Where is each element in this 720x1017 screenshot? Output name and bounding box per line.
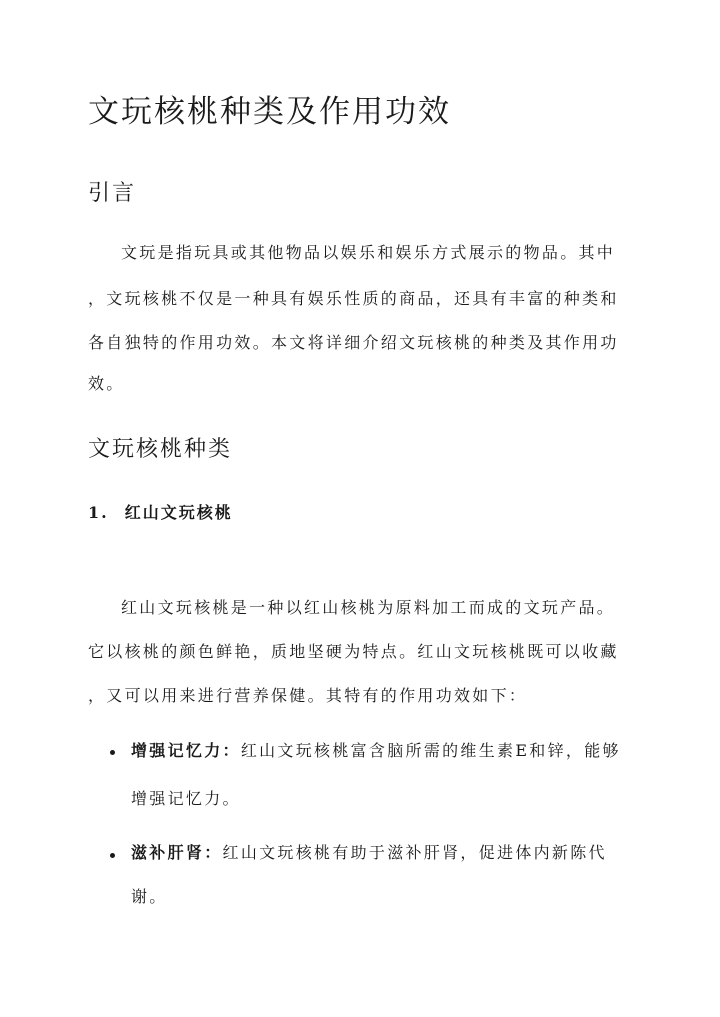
- type-item-heading: [88, 500, 233, 523]
- intro-line-2: ，文玩核桃不仅是一种具有娱乐性质的商品，还具有丰富的种类和: [88, 289, 619, 308]
- types-heading: 文玩核桃种类: [88, 437, 233, 462]
- bullet-text-liver: 红山文玩核桃有助于滋补肝肾，促进体内新陈代: [222, 843, 607, 862]
- type-item-number: 1.: [88, 503, 109, 522]
- intro-line-1: 文玩是指玩具或其他物品以娱乐和娱乐方式展示的物品。其中: [121, 243, 616, 262]
- document-title: 文玩核桃种类及作用功效: [88, 94, 451, 130]
- type-desc-line-2: 它以核桃的颜色鲜艳，质地坚硬为特点。红山文玩核桃既可以收藏: [88, 642, 619, 661]
- bullet-item-memory: [131, 741, 621, 761]
- type-item-title: 红山文玩核桃: [124, 503, 233, 522]
- intro-line-3: 各自独特的作用功效。本文将详细介绍文玩核桃的种类及其作用功: [88, 333, 619, 352]
- bullet-icon: [110, 853, 115, 858]
- intro-line-4: 效。: [88, 374, 125, 393]
- bullet-label-memory: 增强记忆力：: [131, 741, 241, 760]
- intro-heading: 引言: [88, 181, 137, 206]
- bullet-continuation-liver: 谢。: [131, 887, 168, 906]
- bullet-label-liver: 滋补肝肾：: [131, 843, 223, 862]
- type-desc-line-3: ，又可以用来进行营养保健。其特有的作用功效如下：: [88, 686, 528, 705]
- type-desc-line-1: 红山文玩核桃是一种以红山核桃为原料加工而成的文玩产品。: [121, 598, 616, 617]
- bullet-item-liver: [131, 843, 607, 863]
- bullet-text-memory: 红山文玩核桃富含脑所需的维生素E和锌，能够: [240, 741, 621, 760]
- bullet-icon: [110, 750, 115, 755]
- bullet-continuation-memory: 增强记忆力。: [131, 789, 241, 808]
